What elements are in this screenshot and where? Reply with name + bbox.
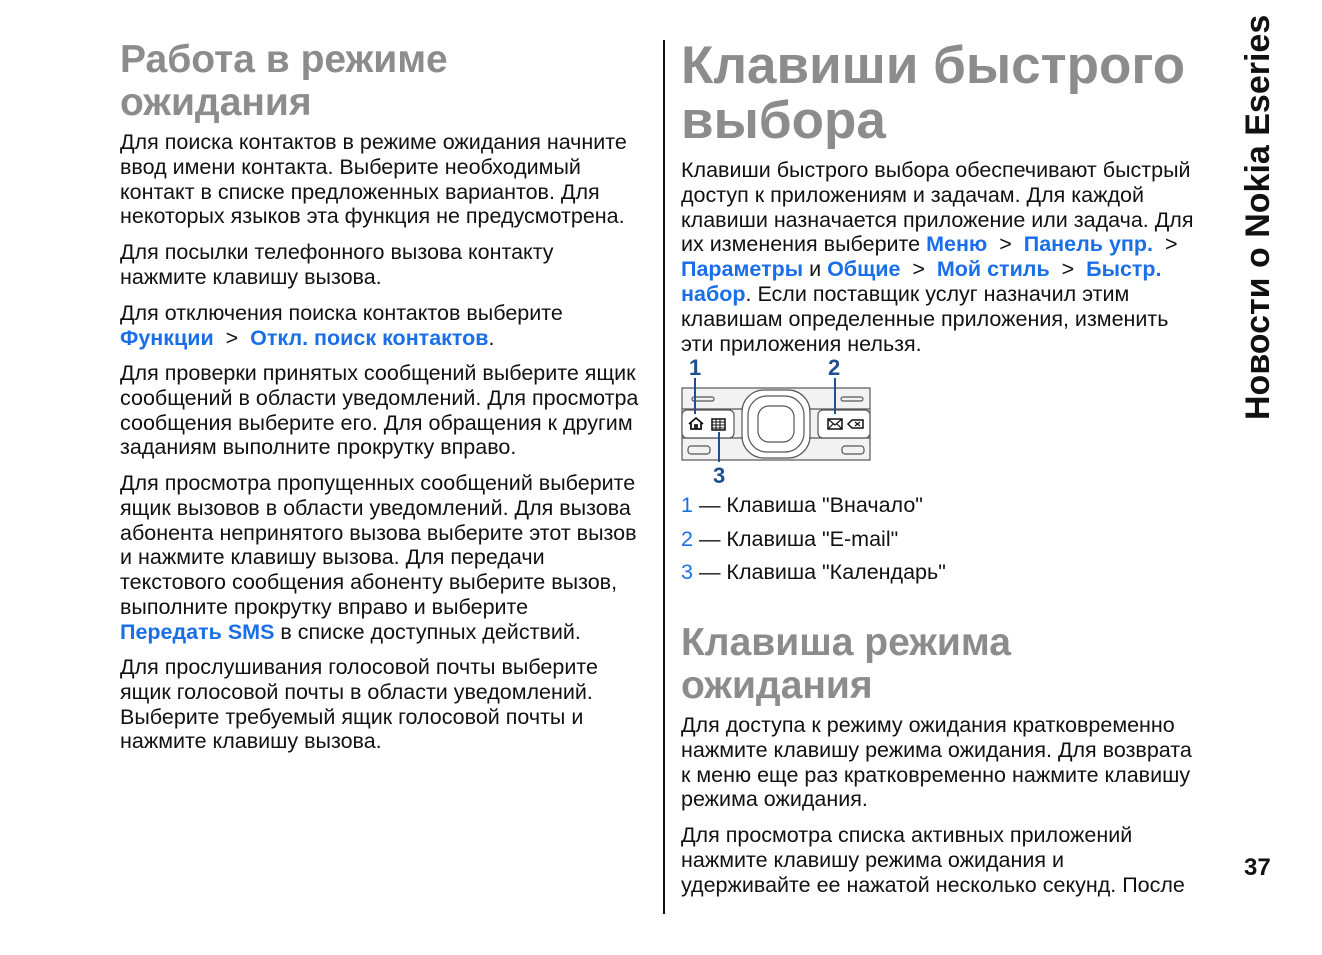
separator: > <box>1164 232 1178 257</box>
separator: > <box>1049 257 1087 282</box>
text: в списке доступных действий. <box>274 619 581 644</box>
separator: > <box>987 232 1024 257</box>
email-icon <box>828 419 842 429</box>
text: Для отключения поиска контактов выберите <box>120 301 563 325</box>
paragraph-shortcut-keys <box>681 158 1194 356</box>
link-disable-contact-search[interactable]: Откл. поиск контактов <box>250 325 489 350</box>
legend-text: — Клавиша "E-mail" <box>692 527 899 551</box>
paragraph-active-apps: Для просмотра списка активных приложений нажмите клавишу режима ожидания и удерживайте ее нажатой несколько секунд. После <box>681 823 1185 897</box>
section-heading-shortcut-keys: Клавиши быстрого выбора <box>681 36 1186 150</box>
text: и <box>803 257 828 282</box>
legend-item <box>681 493 923 518</box>
link-control-panel[interactable]: Панель упр. <box>1023 232 1154 257</box>
page-number: 37 <box>1244 854 1271 881</box>
text: Клавиши быстрого выбора обеспечивают быстрый доступ к приложениям и задачам. Для каждой клавиши назначается приложение или задача. Для их изменения выберите <box>681 158 1194 257</box>
side-chapter-title: Новости о Nokia Eseries <box>1239 14 1277 420</box>
legend-item <box>681 560 946 585</box>
legend-number: 2 <box>681 527 693 551</box>
link-settings[interactable]: Параметры <box>681 257 804 282</box>
paragraph-standby-key: Для доступа к режиму ожидания кратковременно нажмите клавишу режима ожидания. Для возврата к меню еще раз кратковременно нажмите клавишу режима ожидания. <box>681 713 1192 812</box>
paragraph-voicemail: Для прослушивания голосовой почты выберите ящик голосовой почты в области уведомлений. Выберите требуемый ящик голосовой почты и нажмите клавишу вызова. <box>120 655 598 754</box>
section-heading-standby-key: Клавиша режима ожидания <box>681 621 1011 707</box>
legend-text: — Клавиша "Календарь" <box>692 560 946 584</box>
separator: > <box>900 257 937 282</box>
column-divider <box>663 40 665 914</box>
paragraph-call-contact: Для посылки телефонного вызова контакту нажмите клавишу вызова. <box>120 240 554 289</box>
calendar-icon <box>712 419 725 430</box>
keypad-diagram <box>676 352 876 488</box>
link-speed-dial[interactable]: Быстр. набор <box>681 257 1162 306</box>
link-general[interactable]: Общие <box>827 257 901 282</box>
link-menu[interactable]: Меню <box>926 232 988 257</box>
link-personalisation[interactable]: Мой стиль <box>936 257 1050 282</box>
separator: > <box>213 325 251 350</box>
section-heading-standby: Работа в режиме ожидания <box>120 38 448 124</box>
callout-2: 2 <box>828 355 841 380</box>
legend-number: 1 <box>681 493 693 517</box>
callout-1: 1 <box>689 355 702 380</box>
text: . <box>488 325 495 350</box>
paragraph-contact-search: Для поиска контактов в режиме ожидания начните ввод имени контакта. Выберите необходимый контакт в списке предложенных вариантов. Для некоторых языков эта функция не предусмотрена. <box>120 130 627 229</box>
link-functions[interactable]: Функции <box>120 325 214 350</box>
clear-icon <box>848 420 863 428</box>
text: Для просмотра пропущенных сообщений выберите ящик вызовов в области уведомлений. Для вызова абонента непринятого вызова выберите этот вызов и нажмите клавишу вызова. Для передачи текстового сообщения абоненту выберите вызов, выполните прокрутку вправо и выберите <box>120 471 637 619</box>
text: . Если поставщик услуг назначил этим клавишам определенные приложения, изменить эти приложения нельзя. <box>681 281 1169 356</box>
legend-text: — Клавиша "Вначало" <box>692 493 923 517</box>
legend-item <box>681 527 898 552</box>
legend-number: 3 <box>681 560 693 584</box>
paragraph-missed-calls <box>120 471 637 645</box>
callout-3: 3 <box>713 463 726 488</box>
link-send-sms[interactable]: Передать SMS <box>120 619 275 644</box>
paragraph-check-messages: Для проверки принятых сообщений выберите ящик сообщений в области уведомлений. Для просмотра сообщения выберите его. Для обращения к другим заданиям выполните прокрутку вправо. <box>120 361 639 460</box>
paragraph-disable-search <box>120 301 563 351</box>
